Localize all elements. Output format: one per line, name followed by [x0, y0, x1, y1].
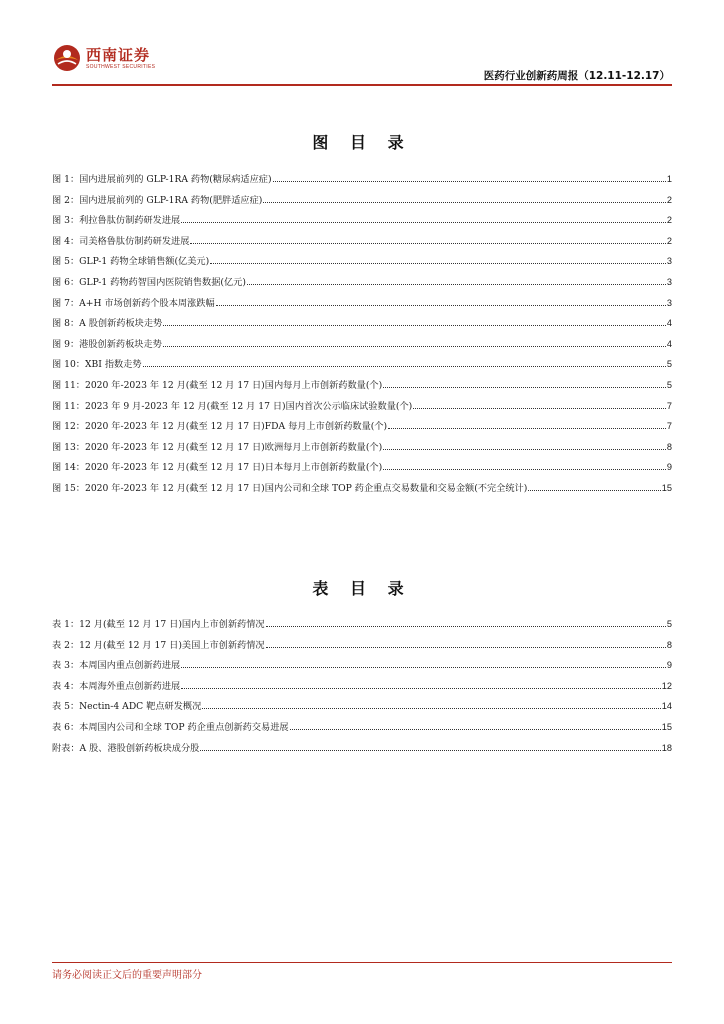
toc-entry-page: 14	[661, 701, 672, 712]
logo-chinese-name: 西南证券	[86, 46, 151, 64]
toc-dot-leader	[266, 646, 666, 648]
toc-entry-label: 图 1：国内进展前列的 GLP-1RA 药物(糖尿病适应症)	[52, 174, 272, 185]
toc-entry[interactable]	[52, 637, 672, 658]
toc-entry-label: 图 4：司美格鲁肽仿制药研发进展	[52, 235, 190, 247]
toc-entry-page: 5	[666, 379, 672, 390]
toc-entry-page: 4	[666, 318, 672, 329]
toc-entry-label: 图 5：GLP-1 药物全球销售额(亿美元)	[52, 256, 210, 268]
toc-entry[interactable]	[52, 377, 672, 398]
company-logo	[52, 40, 172, 80]
toc-entry-page: 3	[666, 297, 672, 308]
toc-dot-leader	[383, 468, 666, 470]
header-divider	[52, 84, 672, 86]
toc-entry-label: 图 2：国内进展前列的 GLP-1RA 药物(肥胖适应症)	[52, 194, 263, 206]
toc-entry[interactable]	[52, 418, 672, 439]
toc-dot-leader	[216, 304, 666, 306]
toc-entry[interactable]	[52, 192, 672, 213]
toc-entry-label: 图 15：2020 年-2023 年 12 月(截至 12 月 17 日)国内公司和全球 TOP 药企重点交易数量和交易金额(不完全统计)	[52, 482, 528, 494]
footer-disclaimer: 请务必阅读正文后的重要声明部分	[52, 970, 202, 981]
toc-entry[interactable]	[52, 336, 672, 357]
toc-entry[interactable]	[52, 315, 672, 336]
toc-entry-page: 18	[661, 742, 672, 753]
toc-dot-leader	[263, 201, 665, 203]
figures-toc	[52, 171, 672, 501]
toc-dot-leader	[143, 365, 666, 367]
toc-entry-page: 1	[666, 174, 672, 184]
toc-entry-label: 图 11：2023 年 9 月-2023 年 12 月(截至 12 月 17 日)国内首次公示临床试验数量(个)	[52, 400, 413, 412]
toc-dot-leader	[388, 427, 666, 429]
toc-entry[interactable]	[52, 657, 672, 678]
toc-entry[interactable]	[52, 439, 672, 460]
toc-dot-leader	[200, 749, 660, 751]
tables-toc	[52, 616, 672, 760]
toc-entry-page: 12	[661, 680, 672, 691]
toc-entry[interactable]	[52, 459, 672, 480]
toc-entry-page: 8	[666, 639, 672, 650]
toc-entry-label: 图 3：利拉鲁肽仿制药研发进展	[52, 215, 181, 227]
toc-dot-leader	[383, 386, 666, 388]
toc-dot-leader	[163, 324, 666, 326]
toc-entry[interactable]	[52, 740, 672, 761]
toc-entry-label: 表 4：本周海外重点创新药进展	[52, 680, 181, 692]
toc-entry[interactable]	[52, 480, 672, 501]
toc-dot-leader	[181, 666, 666, 668]
toc-dot-leader	[383, 448, 666, 450]
toc-entry[interactable]	[52, 253, 672, 274]
toc-entry-label: 表 6：本周国内公司和全球 TOP 药企重点创新药交易进展	[52, 721, 289, 733]
toc-entry[interactable]	[52, 719, 672, 740]
toc-dot-leader	[163, 345, 666, 347]
toc-entry-label: 图 8：A 股创新药板块走势	[52, 318, 163, 330]
toc-entry[interactable]	[52, 356, 672, 377]
toc-entry-label: 表 1：12 月(截至 12 月 17 日)国内上市创新药情况	[52, 619, 265, 630]
toc-entry-label: 图 13：2020 年-2023 年 12 月(截至 12 月 17 日)欧洲每月上市创新药数量(个)	[52, 441, 383, 453]
toc-entry[interactable]	[52, 398, 672, 419]
toc-entry-label: 表 5：Nectin-4 ADC 靶点研发概况	[52, 701, 202, 713]
toc-entry-page: 2	[666, 194, 672, 205]
toc-entry-page: 9	[666, 462, 672, 473]
figures-toc-title: 图 目 录	[312, 133, 412, 152]
toc-dot-leader	[190, 242, 665, 244]
report-title: 医药行业创新药周报（12.11-12.17）	[483, 70, 670, 82]
toc-entry-page: 8	[666, 441, 672, 452]
toc-entry-label: 图 12：2020 年-2023 年 12 月(截至 12 月 17 日)FDA 每月上市创新药数量(个)	[52, 421, 388, 433]
toc-entry-page: 7	[666, 400, 672, 411]
toc-entry-page: 3	[666, 256, 672, 267]
toc-entry-page: 15	[661, 721, 672, 732]
toc-entry[interactable]	[52, 171, 672, 192]
toc-entry[interactable]	[52, 274, 672, 295]
toc-entry[interactable]	[52, 233, 672, 254]
toc-dot-leader	[247, 283, 666, 285]
logo-emblem-icon	[52, 43, 82, 73]
toc-dot-leader	[413, 407, 666, 409]
toc-entry-page: 4	[666, 338, 672, 349]
toc-entry-label: 附表：A 股、港股创新药板块成分股	[52, 742, 200, 754]
toc-dot-leader	[290, 728, 661, 730]
toc-entry-page: 2	[666, 235, 672, 246]
toc-dot-leader	[181, 687, 661, 689]
footer-divider	[52, 962, 672, 963]
toc-entry-label: 表 2：12 月(截至 12 月 17 日)美国上市创新药情况	[52, 639, 265, 651]
toc-entry-page: 15	[661, 482, 672, 493]
toc-entry-page: 3	[666, 276, 672, 287]
toc-entry[interactable]	[52, 698, 672, 719]
toc-dot-leader	[181, 221, 666, 223]
toc-entry-label: 图 11：2020 年-2023 年 12 月(截至 12 月 17 日)国内每月上市创新药数量(个)	[52, 379, 383, 391]
toc-entry-label: 图 14：2020 年-2023 年 12 月(截至 12 月 17 日)日本每月上市创新药数量(个)	[52, 462, 383, 474]
toc-entry-page: 5	[666, 619, 672, 629]
page-header	[52, 40, 672, 88]
tables-toc-title: 表 目 录	[312, 579, 412, 598]
toc-entry-page: 2	[666, 215, 672, 226]
toc-dot-leader	[528, 489, 660, 491]
toc-entry-label: 图 9：港股创新药板块走势	[52, 338, 162, 350]
toc-dot-leader	[202, 707, 661, 709]
toc-entry[interactable]	[52, 212, 672, 233]
toc-dot-leader	[273, 180, 666, 182]
toc-entry-page: 7	[666, 421, 672, 432]
logo-english-name: SOUTHWEST SECURITIES	[86, 64, 156, 70]
toc-dot-leader	[210, 262, 666, 264]
toc-entry-page: 5	[666, 359, 672, 370]
toc-entry[interactable]	[52, 678, 672, 699]
toc-entry[interactable]	[52, 616, 672, 637]
toc-entry-label: 图 10：XBI 指数走势	[52, 359, 142, 371]
toc-dot-leader	[266, 625, 666, 627]
toc-entry-label: 表 3：本周国内重点创新药进展	[52, 660, 181, 672]
toc-entry-label: 图 6：GLP-1 药物药智国内医院销售数据(亿元)	[52, 276, 246, 288]
toc-entry-page: 9	[666, 660, 672, 671]
toc-entry-label: 图 7：A+H 市场创新药个股本周涨跌幅	[52, 297, 215, 309]
toc-entry[interactable]	[52, 295, 672, 316]
